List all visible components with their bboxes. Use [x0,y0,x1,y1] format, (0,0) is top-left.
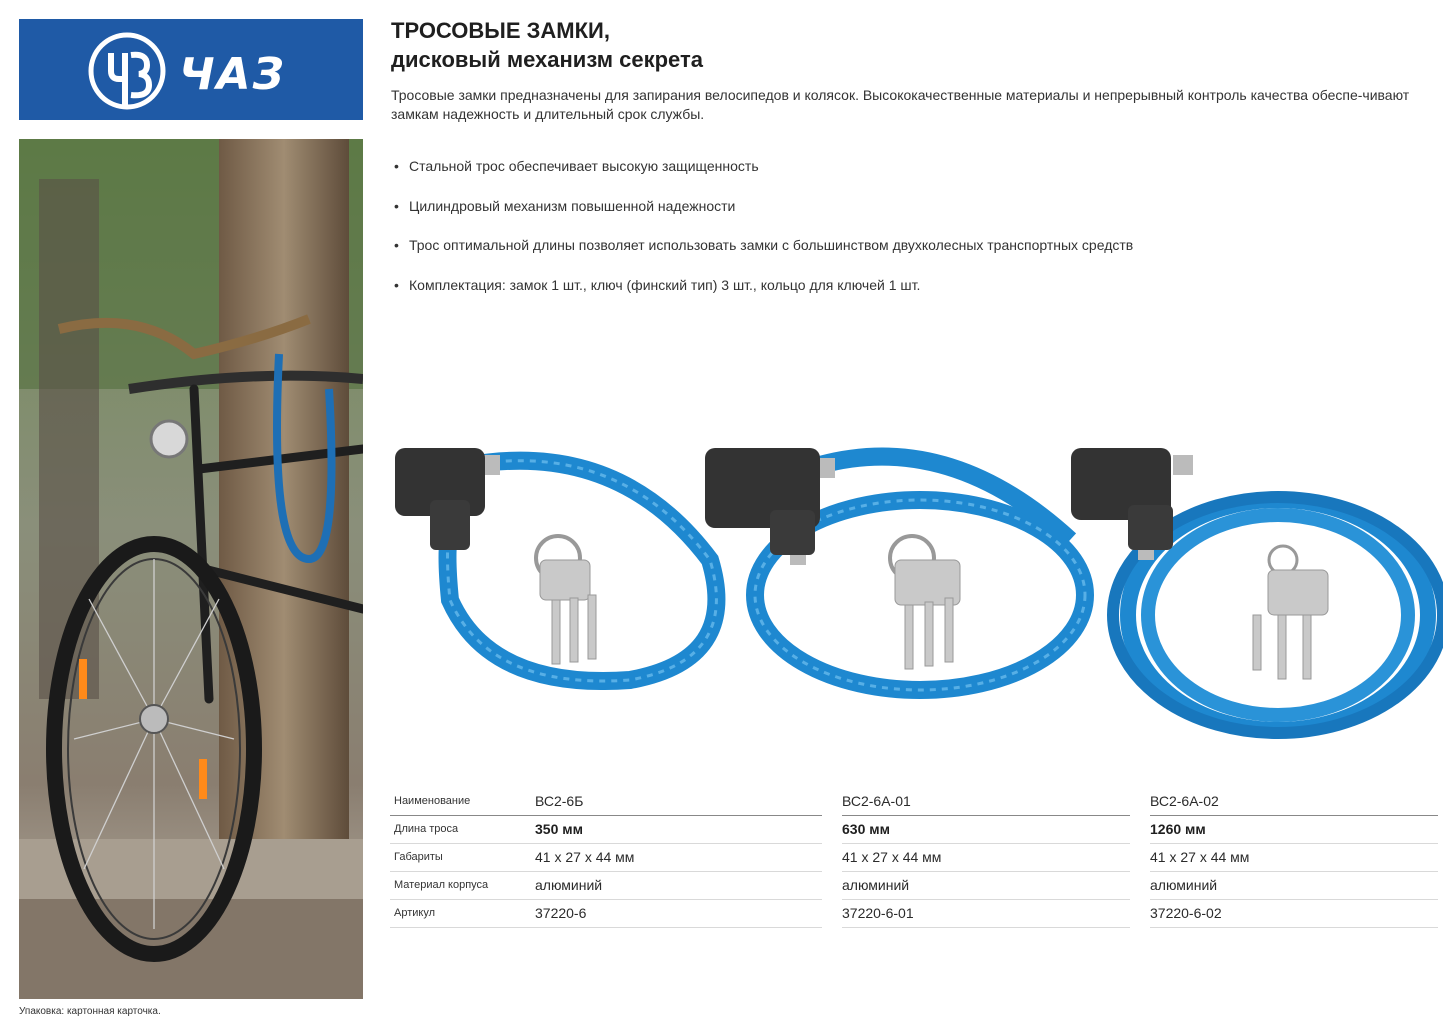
cell-length-2: 630 мм [842,821,890,837]
cell-length-3: 1260 мм [1150,821,1206,837]
feature-item: • Цилиндровый механизм повышенной надежности [393,197,1133,237]
table-row [390,872,822,900]
table-row [842,844,1130,872]
cell-material-1: алюминий [535,877,603,893]
chaz-logo-icon [87,31,167,111]
label-dims: Габариты [394,851,443,863]
product-image-3 [1068,430,1443,755]
page-title: ТРОСОВЫЕ ЗАМКИ, [391,18,610,43]
table-row [390,816,822,844]
lifestyle-photo [19,139,363,999]
cell-length-1: 350 мм [535,821,583,837]
table-row [1150,872,1438,900]
cell-name-2: ВС2-6А-01 [842,793,911,809]
cell-article-3: 37220-6-02 [1150,905,1222,921]
cell-dims-1: 41 x 27 x 44 мм [535,849,635,865]
label-material: Материал корпуса [394,879,489,891]
cell-article-2: 37220-6-01 [842,905,914,921]
feature-item: • Трос оптимальной длины позволяет использовать замки с большинством двухколесных транспортных средств [393,236,1133,276]
product-image-1 [390,430,730,695]
table-row [390,788,822,816]
cell-name-3: ВС2-6А-02 [1150,793,1219,809]
cell-article-1: 37220-6 [535,905,587,921]
brand-banner [19,19,363,120]
table-row [842,900,1130,928]
page-subtitle: дисковый механизм секрета [391,47,703,72]
product-image-2 [700,430,1100,705]
cell-dims-3: 41 x 27 x 44 мм [1150,849,1250,865]
description: Тросовые замки предназначены для запирания велосипедов и колясок. Высококачественные материалы и непрерывный контроль качества обеспе-чивают замкам надежность и длительный срок службы. [391,87,1410,122]
table-row [842,872,1130,900]
packaging-note: Упаковка: картонная карточка. [19,1006,161,1017]
label-length: Длина троса [394,823,459,835]
table-row [1150,900,1438,928]
table-row [842,816,1130,844]
feature-list [393,157,1133,315]
table-row [390,900,822,928]
cell-material-2: алюминий [842,877,910,893]
feature-item: • Стальной трос обеспечивает высокую защищенность [393,157,1133,197]
table-row [842,788,1130,816]
brand-name: ЧАЗ [179,49,286,100]
table-row [1150,844,1438,872]
cell-material-3: алюминий [1150,877,1218,893]
table-row [390,844,822,872]
label-article: Артикул [394,907,436,919]
feature-item: • Комплектация: замок 1 шт., ключ (финский тип) 3 шт., кольцо для ключей 1 шт. [393,276,1133,316]
table-row [1150,788,1438,816]
cell-name-1: ВС2-6Б [535,793,584,809]
table-row [1150,816,1438,844]
label-name: Наименование [394,795,471,807]
cell-dims-2: 41 x 27 x 44 мм [842,849,942,865]
